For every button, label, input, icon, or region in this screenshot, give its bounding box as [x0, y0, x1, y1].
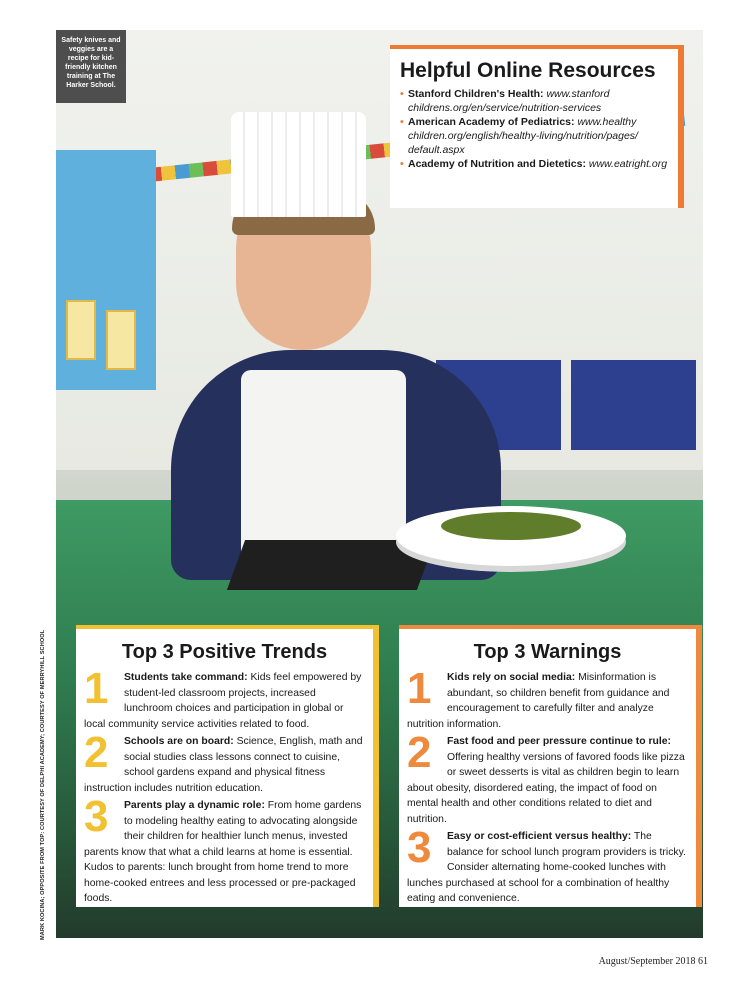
- item-text: Kids feel empowered by student-led classroom projects, increased lunchroom choices and participation in global or local community service activities related to food.: [84, 672, 362, 730]
- bullet-icon: •: [400, 88, 404, 100]
- item-number: 1: [84, 664, 109, 713]
- photo-credit: MARK KOCINA; OPPOSITE FROM TOP: COURTESY OF DELPHI ACADEMY; COURTESY OF MERRYHILL SCHOOL: [40, 629, 46, 940]
- item-lead: Easy or cost-efficient versus healthy:: [447, 831, 632, 842]
- warnings-title: Top 3 Warnings: [473, 641, 622, 663]
- resource-link[interactable]: www.healthy children.org/english/healthy-living/nutrition/pages/ default.aspx: [408, 116, 638, 156]
- item-text: The balance for school lunch program providers is tricky. Consider alternating home-cooked lunches with lunches purchased at school for a combination of healthy eating and convenience.: [407, 831, 686, 904]
- item-number: 3: [84, 792, 109, 841]
- list-item: [407, 664, 688, 732]
- item-text: From home gardens to modeling healthy eating to advocating alongside their children for healthier lunch menus, invested parents know that what a child learns at home is essential. Kudos to parents: lunch brought from home trend to more home-cooked entrees and less processed or pre-packaged foods.: [84, 800, 362, 904]
- positive-trends-title: Top 3 Positive Trends: [121, 641, 328, 663]
- resource-link[interactable]: www.eatright.org: [588, 158, 668, 170]
- resource-item: [400, 157, 668, 171]
- bullet-icon: •: [400, 116, 404, 128]
- item-text: Misinformation is abundant, so children benefit from guidance and encouragement to carefully filter and analyze nutrition information.: [407, 672, 670, 730]
- item-lead: Fast food and peer pressure continue to rule:: [447, 736, 672, 747]
- resource-item: [400, 87, 668, 115]
- chef-hat: [231, 112, 366, 217]
- photo-caption: Safety knives and veggies are a recipe for kid-friendly kitchen training at The Harker School.: [56, 30, 126, 103]
- list-item: [407, 728, 688, 827]
- poster: [66, 300, 96, 360]
- list-item: [84, 664, 365, 732]
- item-lead: Parents play a dynamic role:: [124, 800, 265, 811]
- resource-name: Stanford Children's Health:: [408, 88, 544, 100]
- item-text: Offering healthy versions of favored foods like pizza or sweet desserts is vital as children begin to learn about obesity, disordered eating, the impact of food on mental health and other conditions related to diet and nutrition.: [407, 751, 685, 825]
- resources-title: Helpful Online Resources: [400, 59, 656, 82]
- list-item: [407, 823, 688, 907]
- item-number: 3: [407, 823, 432, 872]
- item-lead: Kids rely on social media:: [447, 672, 576, 683]
- item-text: Science, English, math and social studies class lessons connect to cuisine, school gardens expand and physical fitness instruction includes nutrition education.: [84, 736, 363, 794]
- list-item: [84, 728, 365, 796]
- item-number: 2: [84, 728, 109, 777]
- item-lead: Schools are on board:: [124, 736, 234, 747]
- poster: [106, 310, 136, 370]
- page-footer: August/September 2018 61: [598, 956, 708, 967]
- warnings-box: [399, 625, 702, 907]
- resource-link[interactable]: www.stanford childrens.org/en/service/nutrition-services: [408, 88, 610, 114]
- bullet-icon: •: [400, 158, 404, 170]
- resource-name: American Academy of Pediatrics:: [408, 116, 575, 128]
- resources-list: [400, 87, 668, 171]
- resource-item: [400, 115, 668, 157]
- item-lead: Students take command:: [124, 672, 248, 683]
- list-item: [84, 792, 365, 907]
- item-number: 2: [407, 728, 432, 777]
- chopped-vegetables: [441, 512, 581, 540]
- positive-trends-box: [76, 625, 379, 907]
- resources-box: [390, 45, 684, 208]
- resource-name: Academy of Nutrition and Dietetics:: [408, 158, 586, 170]
- item-number: 1: [407, 664, 432, 713]
